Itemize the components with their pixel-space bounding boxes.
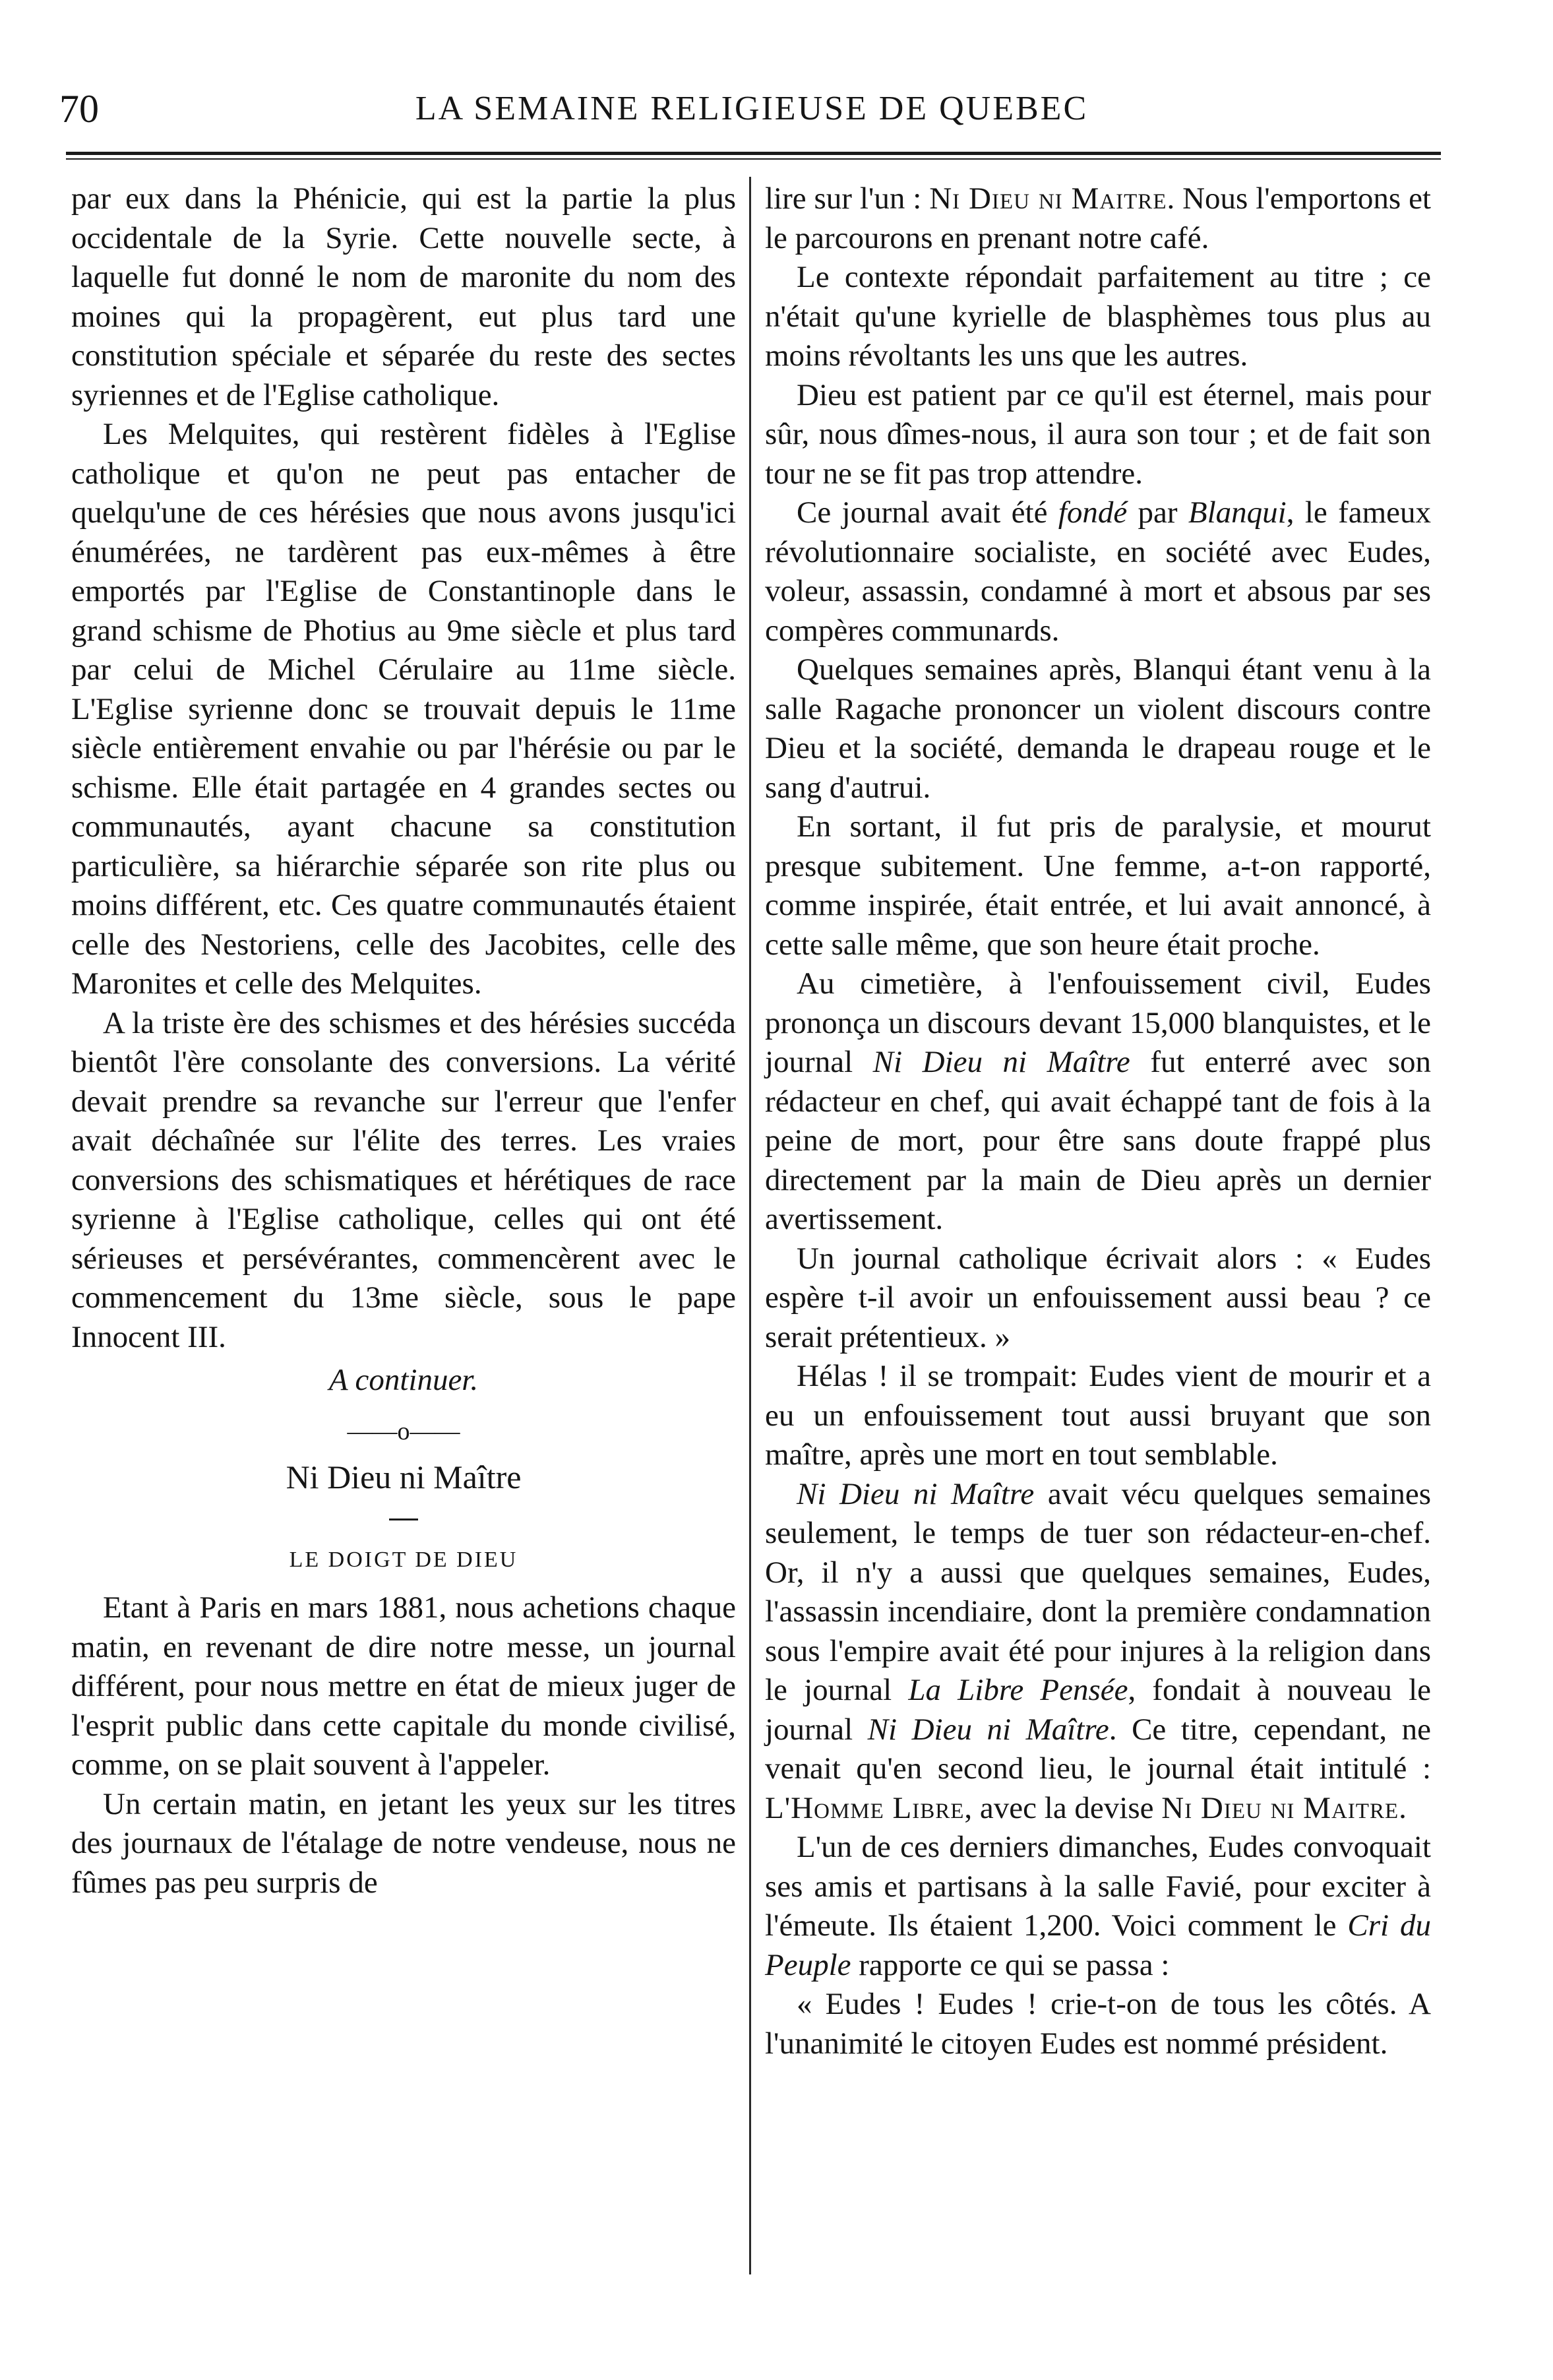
article-subheading: LE DOIGT DE DIEU — [289, 1547, 518, 1572]
text-run: , fondait à nouveau le journal — [765, 1673, 1431, 1747]
text-run: par — [1127, 495, 1188, 530]
paragraph: En sortant, il fut pris de paralysie, et mourut presque subitement. Une femme, a-t-on rapporté, comme inspirée, était entrée, et lui avait annoncé, à cette salle même, que son heure était proche. — [765, 809, 1431, 962]
text-run: . Ce titre, cependant, ne venait qu'en second lieu, le journal était intitulé : — [765, 1712, 1431, 1786]
newspaper-name: Cri du Peuple — [765, 1908, 1431, 1982]
text-run: , avec la devise — [964, 1790, 1162, 1825]
left-column — [71, 179, 736, 1902]
newspaper-name: Ni Dieu ni Maître — [797, 1476, 1035, 1511]
text-run: Au cimetière, à l'enfouissement civil, Eudes prononça un discours devant 15,000 blanquistes, et le journal — [765, 966, 1431, 1079]
paragraph: Le contexte répondait parfaitement au titre ; ce n'était qu'une kyrielle de blasphèmes tous plus au moins révoltants les uns que les autres. — [765, 260, 1431, 373]
newspaper-name: Ni Dieu ni Maître — [867, 1712, 1109, 1747]
motto: Ni Dieu ni Maitre — [1161, 1790, 1399, 1825]
text-run: L'un de ces derniers dimanches, Eudes convoquait ses amis et partisans à la salle Favié, pour exciter à l'émeute. Ils étaient 1,200. Voici comment le — [765, 1830, 1431, 1943]
section-separator: ——o—— — [347, 1417, 460, 1445]
text-run: lire sur l'un : — [765, 181, 930, 216]
paragraph: Hélas ! il se trompait: Eudes vient de mourir et a eu un enfouissement tout aussi bruyant que son maître, après une mort en tout semblable. — [765, 1359, 1431, 1472]
right-column — [765, 179, 1431, 2063]
newspaper-name: L'Homme Libre — [765, 1790, 965, 1825]
newspaper-name: Ni Dieu ni Maitre — [929, 181, 1167, 216]
newspaper-name: La Libre Pensée — [908, 1673, 1128, 1707]
text-run: rapporte ce qui se passa : — [851, 1947, 1170, 1982]
page-header — [59, 86, 1444, 139]
paragraph: A la triste ère des schismes et des hérésies succéda bientôt l'ère consolante des conversions. La vérité devait prendre sa revanche sur l'erreur que l'enfer avait déchaînée sur l'élite des terres. Les vraies conversions des schismatiques et hérétiques de race syrienne à l'Eglise catholique, celles qui ont été sérieuses et persévérantes, commencèrent avec le commencement du 13me siècle, sous le pape Innocent III. — [71, 1005, 736, 1354]
paragraph: « Eudes ! Eudes ! crie-t-on de tous les côtés. A l'unanimité le citoyen Eudes est nommé président. — [765, 1987, 1431, 2061]
newspaper-name: Ni Dieu ni Maître — [872, 1045, 1130, 1079]
paragraph: par eux dans la Phénicie, qui est la partie la plus occidentale de la Syrie. Cette nouvelle secte, à laquelle fut donné le nom de maronite du nom des moines qui la propagèrent, eut plus tard une constitution spéciale et séparée du reste des sectes syriennes et de l'Eglise catholique. — [71, 181, 736, 412]
text-run: fut enterré avec son rédacteur en chef, qui avait échappé tant de fois à la peine de mort, pour être sans doute frappé plus directement par la main de Dieu après un dernier avertissement. — [765, 1045, 1431, 1236]
article-title: Ni Dieu ni Maître — [286, 1458, 522, 1495]
text-run: Ce journal avait été — [797, 495, 1058, 530]
column-divider — [749, 177, 751, 2274]
emphasis: fondé — [1058, 495, 1128, 530]
paragraph: Les Melquites, qui restèrent fidèles à l'Eglise catholique et qu'on ne peut pas entacher de quelqu'une de ces hérésies que nous avons jusqu'ici énumérées, ne tardèrent pas eux-mêmes à être emportés par l'Eglise de Constantinople dans le grand schisme de Photius au 9me siècle et plus tard par celui de Michel Cérulaire au 11me siècle. L'Eglise syrienne donc se trouvait depuis le 11me siècle entièrement envahie ou par l'hérésie ou par le schisme. Elle était partagée en 4 grandes sectes ou communautés, ayant chacune sa constitution particulière, sa hiérarchie séparée son rite plus ou moins différent, etc. Ces quatre communautés étaient celle des Nestoriens, celle des Jacobites, celle des Maronites et celle des Melquites. — [71, 417, 736, 1001]
paragraph: Dieu est patient par ce qu'il est éternel, mais pour sûr, nous dîmes-nous, il aura son tour ; et de fait son tour ne se fit pas trop attendre. — [765, 377, 1431, 491]
paragraph: Un journal catholique écrivait alors : « Eudes espère t-il avoir un enfouissement aussi beau ? ce serait prétentieux. » — [765, 1241, 1431, 1354]
paragraph — [765, 964, 1431, 1239]
title-rule — [389, 1519, 418, 1520]
person-name: Blanqui — [1188, 495, 1287, 530]
paragraph — [765, 179, 1431, 258]
running-title: LA SEMAINE RELIGIEUSE DE QUEBEC — [415, 90, 1089, 127]
paragraph — [765, 493, 1431, 650]
paragraph — [765, 1475, 1431, 1829]
header-rule-thick — [66, 152, 1441, 155]
page-number: 70 — [59, 87, 99, 131]
text-run: . — [1399, 1790, 1407, 1825]
header-rule-thin — [66, 158, 1441, 160]
text-run: avait vécu quelques semaines seulement, le temps de tuer son rédacteur-en-chef. Or, il n'y a aussi que quelques semaines, Eudes, l'assassin incendiaire, dont la première condamnation sous l'empire avait été pour injures à la religion dans le journal — [765, 1476, 1431, 1707]
paragraph — [765, 1828, 1431, 1985]
text-run: , le fameux révolutionnaire socialiste, en société avec Eudes, voleur, assassin, condamné à mort et absous par ses compères communards. — [765, 495, 1431, 648]
paragraph: Quelques semaines après, Blanqui étant venu à la salle Ragache prononcer un violent discours contre Dieu et la société, demanda le drapeau rouge et le sang d'autrui. — [765, 652, 1431, 805]
text-run: . Nous l'emportons et le parcourons en prenant notre café. — [765, 181, 1431, 255]
paragraph: Etant à Paris en mars 1881, nous achetions chaque matin, en revenant de dire notre messe, un journal différent, pour nous mettre en état de mieux juger de l'esprit public dans cette capitale du monde civilisé, comme, on se plait souvent à l'appeler. — [71, 1590, 736, 1782]
to-continue-note: A continuer. — [328, 1363, 479, 1397]
paragraph: Un certain matin, en jetant les yeux sur les titres des journaux de l'étalage de notre vendeuse, nous ne fûmes pas peu surpris de — [71, 1786, 736, 1900]
